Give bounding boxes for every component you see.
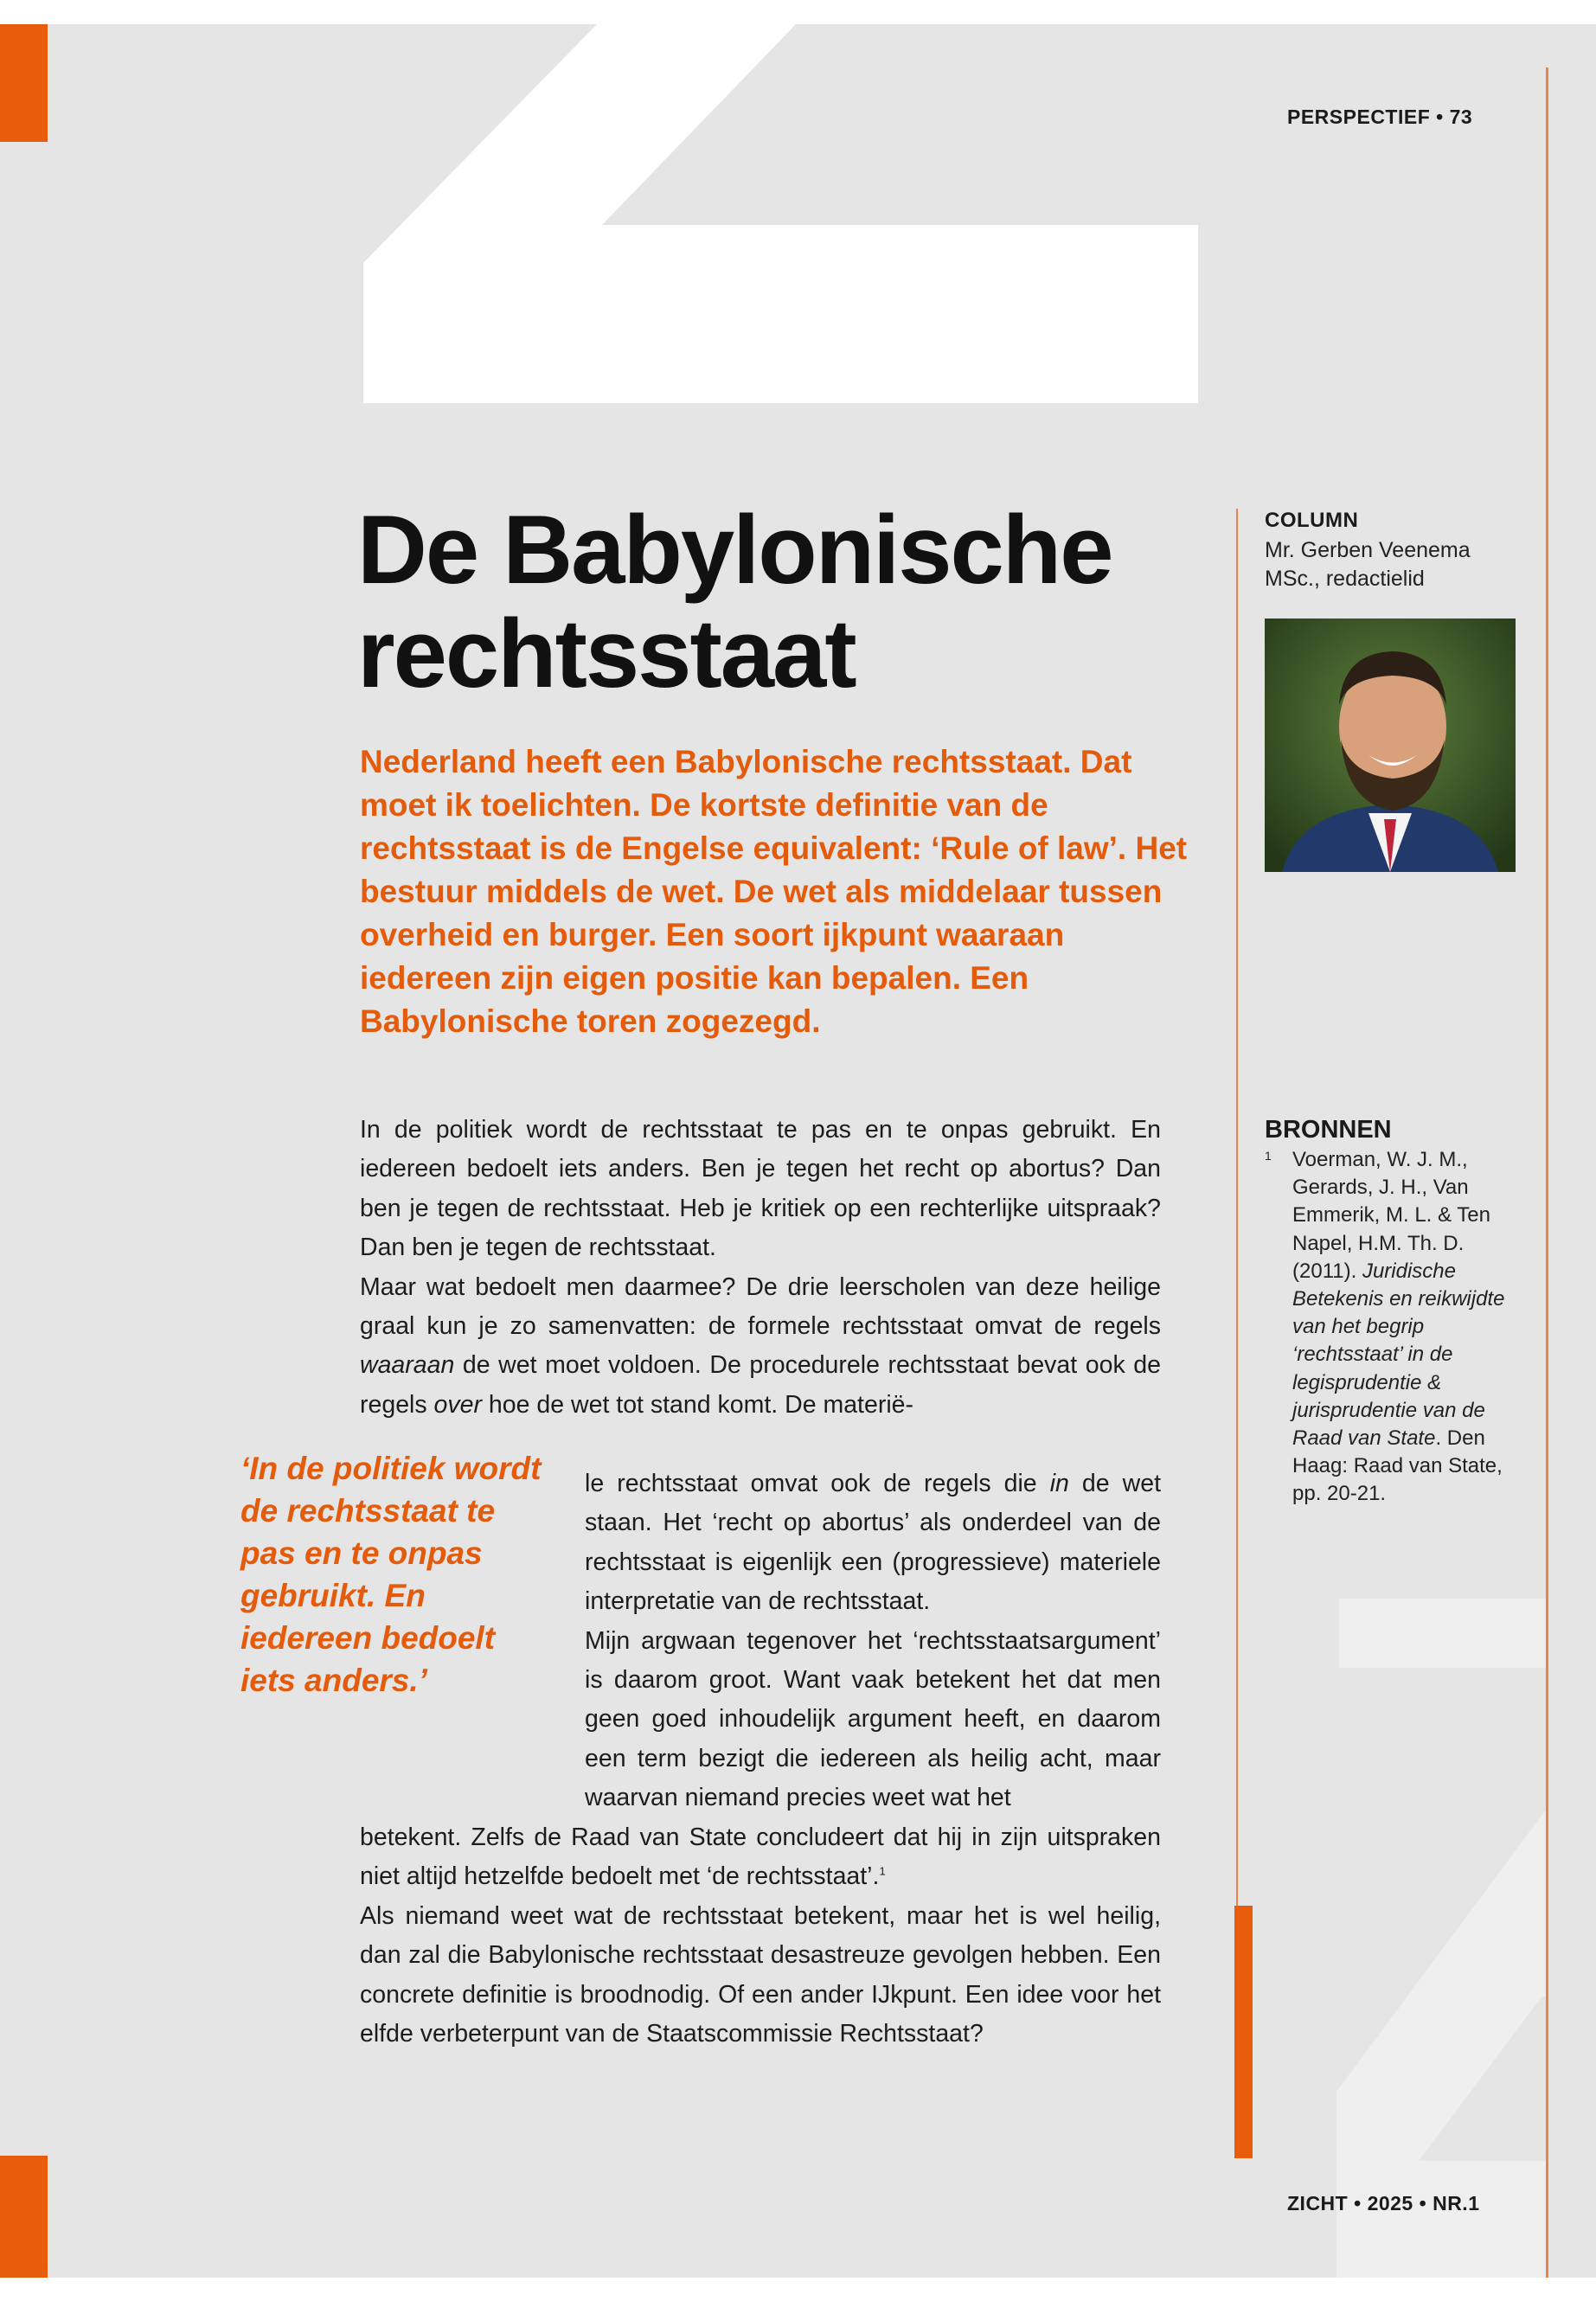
- bottom-left-accent-bar: [0, 2156, 48, 2278]
- pull-quote: ‘In de politiek wordt de rechtsstaat te pas en te onpas gebruikt. En iedereen bedoelt iets anders.’: [240, 1451, 542, 1698]
- magazine-page: [0, 24, 1596, 2278]
- author-byline: Mr. Gerben Veenema MSc., redactielid: [1265, 538, 1471, 591]
- reference-item: [1265, 1146, 1524, 1509]
- sidebar-rule-line: [1236, 509, 1238, 1927]
- column-info: [1265, 509, 1524, 593]
- reference-text: Voerman, W. J. M., Gerards, J. H., Van Emmerik, M. L. & Ten Napel, H.M. Th. D. (2011). Juridische Betekenis en reikwijdte van het begrip ‘rechtsstaat’ in de legisprudentie & jurisprudentie van de Raad van State. Den Haag: Raad van State, pp. 20-21.: [1292, 1148, 1505, 1506]
- article-body-top: [360, 1111, 1161, 1425]
- article-body-bottom: [360, 1818, 1161, 2054]
- author-portrait: [1265, 619, 1516, 872]
- article-body-middle: [585, 1465, 1161, 1818]
- sources-box: [1265, 1116, 1524, 1509]
- sidebar-accent-bar: [1234, 1906, 1253, 2158]
- reference-number: 1: [1265, 1149, 1272, 1163]
- bottom-z-top-bar: [1339, 1599, 1548, 1668]
- article-lead: Nederland heeft een Babylonische rechtsstaat. Dat moet ik toelichten. De kortste definitie van de rechtsstaat is de Engelse equivalent: ‘Rule of law’. Het bestuur middels de wet. De wet als middelaar tussen overheid en burger. Een soort ijkpunt waaraan iedereen zijn eigen positie kan bepalen. Een Babylonische toren zogezegd.: [360, 744, 1188, 1039]
- right-rule-line: [1546, 67, 1548, 2278]
- page-number: 73: [1449, 106, 1473, 128]
- issue-number: NR.1: [1433, 2192, 1480, 2214]
- magazine-name: ZICHT: [1287, 2192, 1349, 2214]
- body-paragraph-3-cont: betekent. Zelfs de Raad van State concludeert dat hij in zijn uitspraken niet altijd hetzelfde bedoelt met ‘de rechtsstaat’.$^1$: [360, 1823, 1161, 1891]
- bottom-z-slant: [1336, 1806, 1548, 2161]
- section-label: PERSPECTIEF: [1287, 106, 1431, 128]
- body-paragraph-2-cont: le rechtsstaat omvat ook de regels die in de wet staan. Het ‘recht op abortus’ als onderdeel van de rechtsstaat is eigenlijk een (progressieve) materiele interpretatie van de rechtsstaat.: [585, 1470, 1161, 1616]
- bottom-z-base: [1336, 2161, 1548, 2278]
- column-category: COLUMN: [1265, 509, 1359, 532]
- article-title: De Babylonische rechtsstaat: [357, 496, 1112, 708]
- body-paragraph-3: Mijn argwaan tegenover het ‘rechtsstaatsargument’ is daarom groot. Want vaak betekent het dat men geen goed inhoudelijk argument heeft, en daarom een term bezigt die iedereen als heilig acht, maar waarvan niemand precies weet wat het: [585, 1626, 1161, 1812]
- body-paragraph-4: Als niemand weet wat de rechtsstaat betekent, maar het is wel heilig, dan zal die Babylonische rechtsstaat desastreuze gevolgen hebben. Een concrete definitie is broodnodig. Of een ander IJkpunt. Een idee voor het elfde verbeterpunt van de Staatscommissie Rechtsstaat?: [360, 1901, 1161, 2048]
- issue-year: 2025: [1367, 2192, 1413, 2214]
- top-left-accent-bar: [0, 24, 48, 142]
- body-paragraph-2: Maar wat bedoelt men daarmee? De drie leerscholen van deze heilige graal kun je zo samenvatten: de formele rechtsstaat omvat de regels waaraan de wet moet voldoen. De procedurele rechtsstaat bevat ook de regels over hoe de wet tot stand komt. De materië-: [360, 1272, 1161, 1419]
- page-header: PERSPECTIEF • 73: [1287, 106, 1473, 128]
- body-paragraph-1: In de politiek wordt de rechtsstaat te pas en te onpas gebruikt. En iedereen bedoelt iets anders. Ben je tegen het recht op abortus? Dan ben je tegen de rechtsstaat. Heb je kritiek op een rechterlijke uitspraak? Dan ben je tegen de rechtsstaat.: [360, 1116, 1161, 1262]
- footnote-ref: 1: [879, 1864, 886, 1878]
- page-footer: ZICHT • 2025 • NR.1: [1287, 2192, 1480, 2214]
- sources-title: BRONNEN: [1265, 1116, 1392, 1144]
